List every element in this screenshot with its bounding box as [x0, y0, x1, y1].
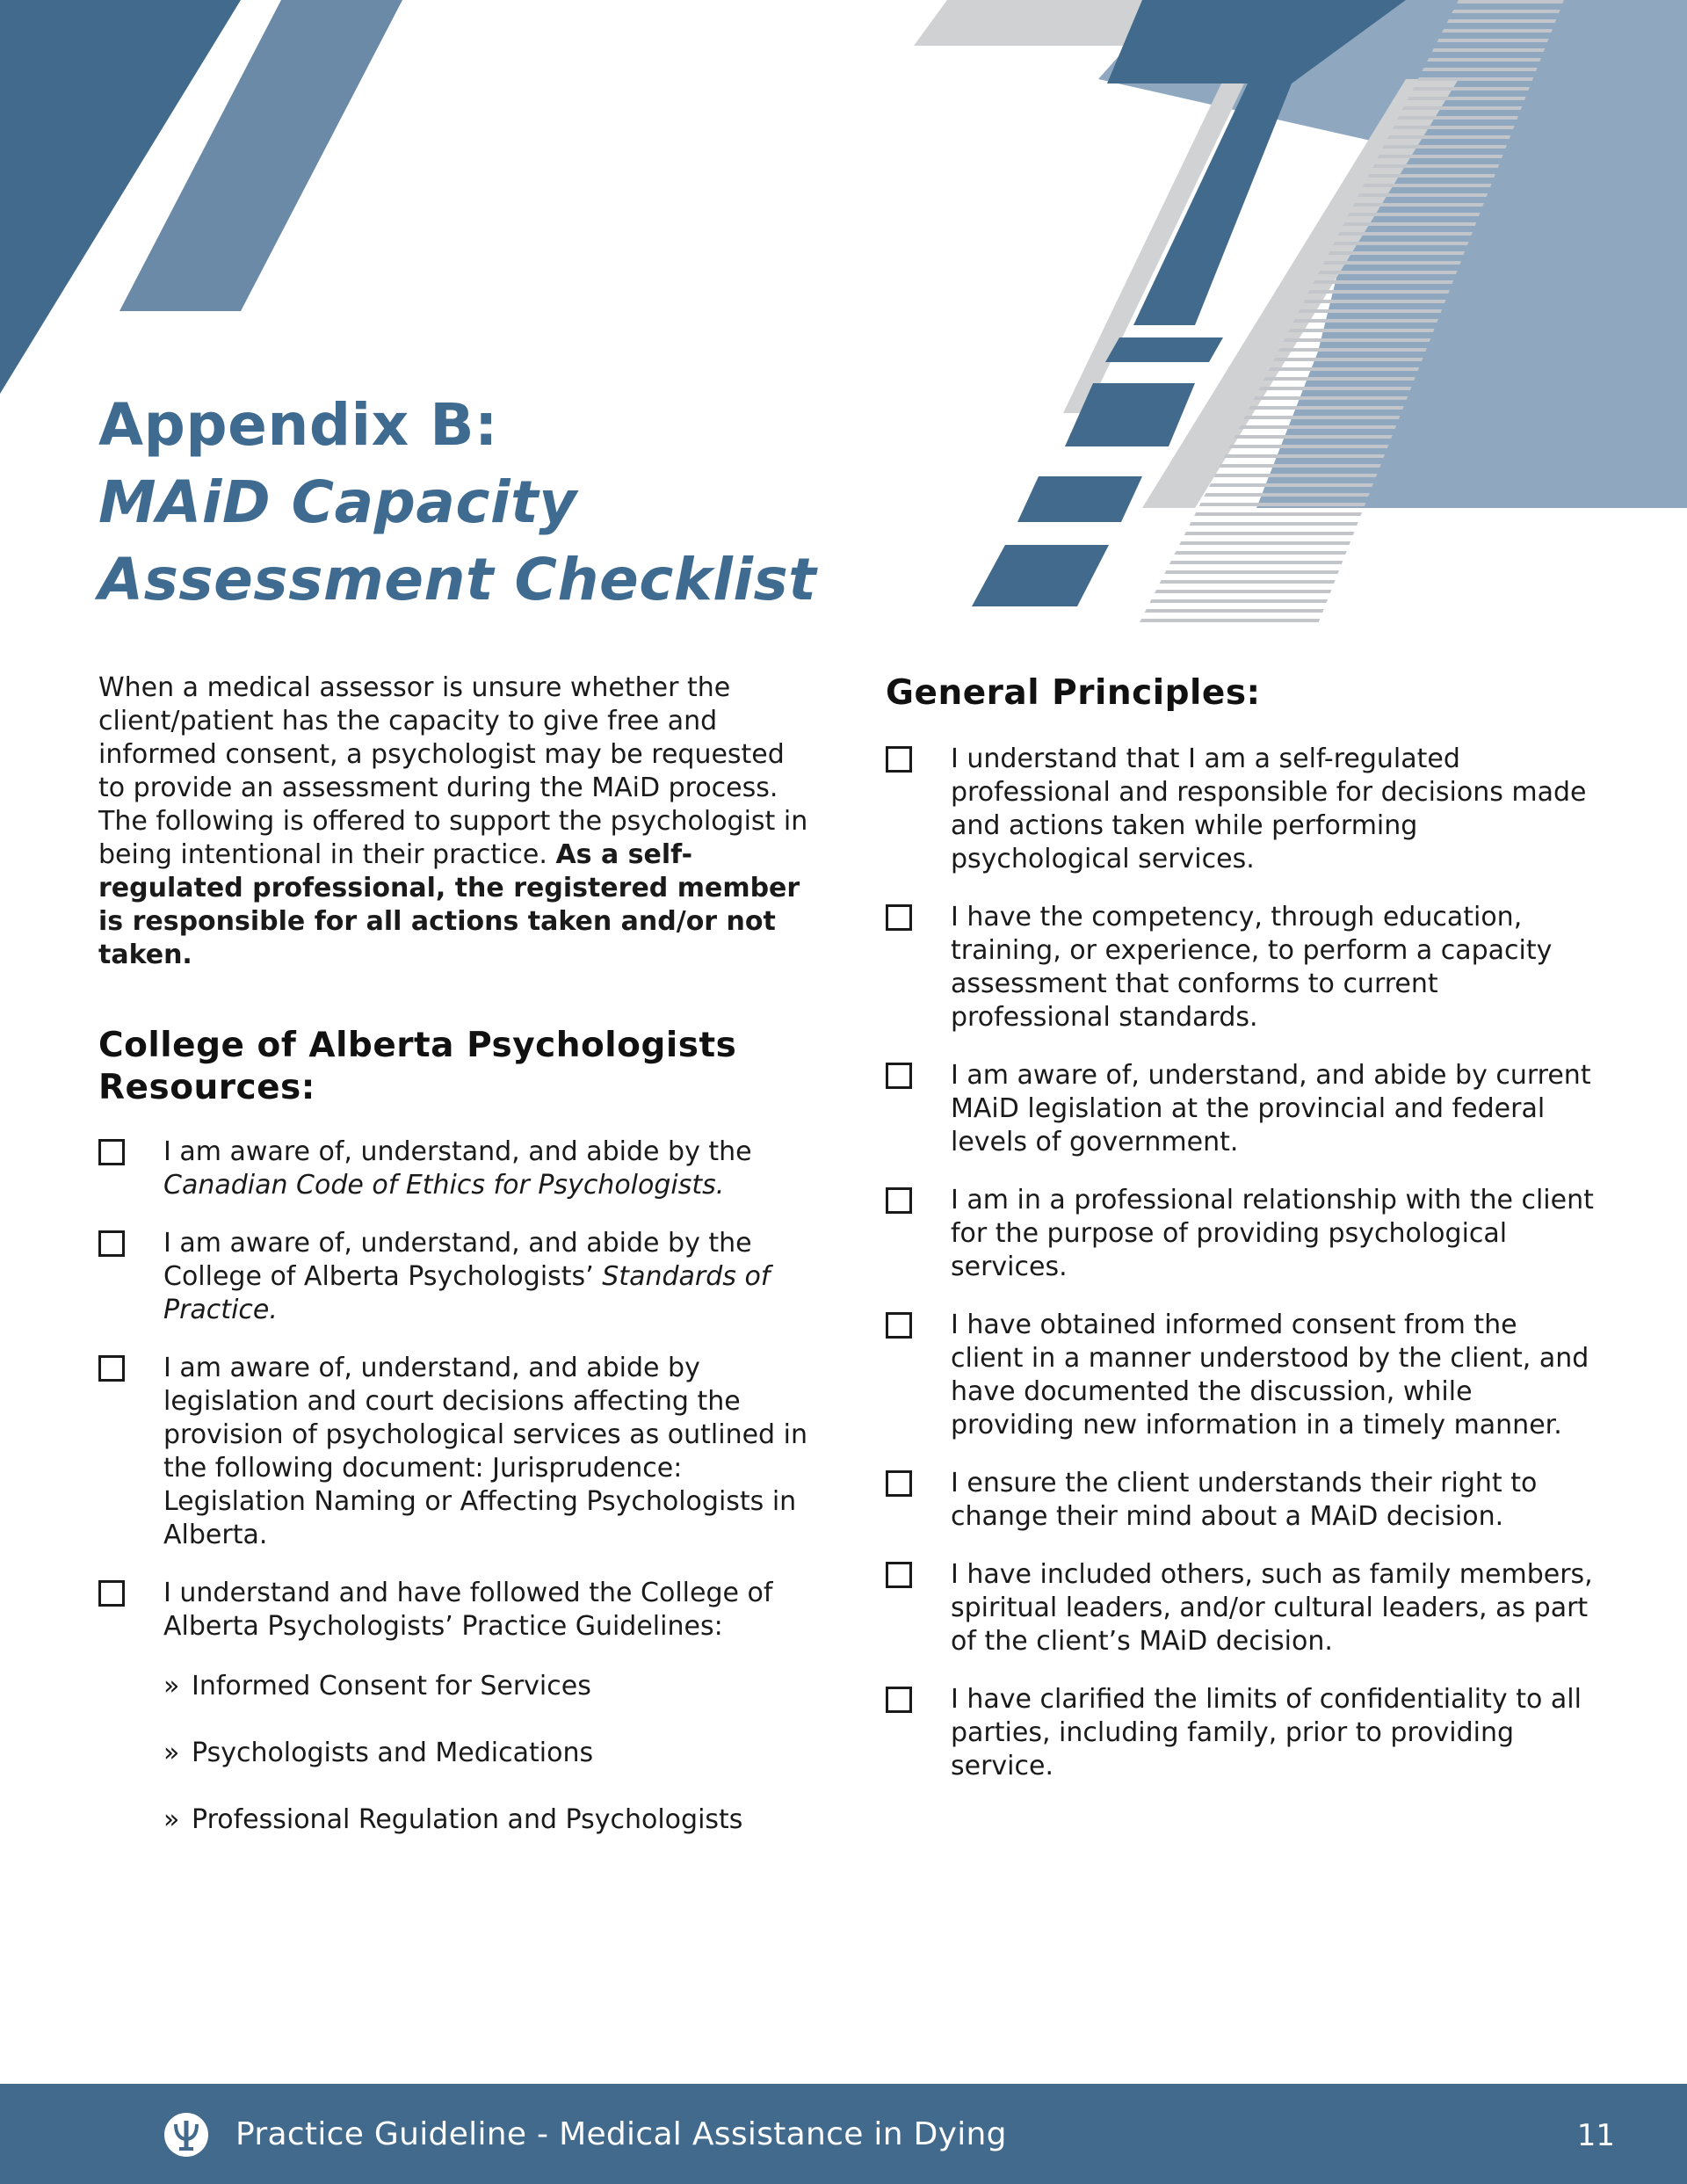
principle-text-1: I understand that I am a self-regulated professional and responsible for decisions made and actions taken while performing psychological services. — [951, 744, 1587, 874]
guideline-label-2: Psychologists and Medications — [192, 1738, 594, 1768]
principle-text-5: I have obtained informed consent from the client in a manner understood by the client, and have documented the discussion, while providing new information in a timely manner. — [951, 1310, 1589, 1440]
principle-item-1 — [886, 743, 1597, 876]
intro-text: When a medical assessor is unsure whether the client/patient has the capacity to give free and informed consent, a psychologist may be requested to provide an assessment during the MAiD process. The following is offered to support the psychologist in being intentional in their practice. — [98, 672, 808, 870]
resource-item-1-text — [163, 1136, 810, 1202]
intro-bold: As a self-regulated professional, the registered member is responsible for all actions taken and/or not taken. — [98, 839, 800, 970]
guideline-item-2 — [163, 1737, 810, 1770]
principle-item-4 — [886, 1184, 1597, 1284]
principle-item-2 — [886, 901, 1597, 1034]
checkbox-principle-3[interactable] — [886, 1063, 912, 1089]
resource-item-2-pre: I am aware of, understand, and abide by the College of Alberta Psychologists’ — [163, 1228, 752, 1292]
resource-item-2-italic: Standards of Practice. — [163, 1261, 771, 1325]
checkbox-principle-1[interactable] — [886, 746, 912, 773]
principle-item-6 — [886, 1467, 1597, 1534]
resource-item-3 — [98, 1352, 810, 1552]
checkbox-resource-4[interactable] — [98, 1580, 125, 1607]
principle-text-6: I ensure the client understands their right to change their mind about a MAiD decision. — [951, 1468, 1538, 1532]
checkbox-principle-8[interactable] — [886, 1687, 912, 1713]
principle-text-7: I have included others, such as family members, spiritual leaders, and/or cultural leaders, as part of the client’s MAiD decision. — [951, 1559, 1593, 1657]
resource-item-3-text — [163, 1352, 810, 1552]
bullet-marker: » — [163, 1804, 180, 1835]
dark-block-3 — [1017, 476, 1142, 522]
bullet-marker: » — [163, 1738, 180, 1768]
title-line-3: Assessment Checklist — [98, 546, 817, 613]
title-line-1: Appendix B: — [98, 391, 498, 459]
resource-item-4 — [98, 1577, 810, 1643]
page-footer — [0, 2084, 1687, 2184]
resource-item-1-pre: I am aware of, understand, and abide by the — [163, 1136, 752, 1167]
principle-text-2: I have the competency, through education, training, or experience, to perform a capacity assessment that conforms to current professional standards. — [951, 902, 1553, 1033]
guideline-item-3 — [163, 1803, 810, 1837]
resource-item-3-pre: I am aware of, understand, and abide by legislation and court decisions affecting the provision of psychological services as outlined in the following document: Jurisprudence: Legislation Naming or Affecting Psychologists in Alberta. — [163, 1353, 807, 1550]
page-number: 11 — [1576, 2118, 1615, 2153]
checkbox-resource-1[interactable] — [98, 1139, 125, 1165]
right-column — [886, 672, 1597, 1808]
principle-text-3: I am aware of, understand, and abide by current MAiD legislation at the provincial and federal levels of government. — [951, 1060, 1591, 1157]
dark-block-1 — [1105, 337, 1223, 362]
guidelines-list — [163, 1670, 810, 1837]
resource-item-2 — [98, 1227, 810, 1327]
title-line-2: MAiD Capacity — [98, 468, 577, 536]
checkbox-principle-4[interactable] — [886, 1187, 912, 1214]
principle-item-7 — [886, 1558, 1597, 1658]
checkbox-principle-6[interactable] — [886, 1470, 912, 1497]
resource-item-1 — [98, 1136, 810, 1202]
guideline-item-1 — [163, 1670, 810, 1703]
resource-item-4-text — [163, 1577, 810, 1643]
bullet-marker: » — [163, 1671, 180, 1701]
guideline-label-1: Informed Consent for Services — [192, 1671, 591, 1701]
principles-heading: General Principles: — [886, 673, 1261, 713]
page-title — [98, 387, 816, 619]
principle-text-4: I am in a professional relationship with the client for the purpose of providing psychological services. — [951, 1185, 1594, 1282]
checkbox-principle-2[interactable] — [886, 904, 912, 931]
checkbox-resource-3[interactable] — [98, 1355, 125, 1382]
intro-paragraph — [98, 671, 810, 972]
principle-item-8 — [886, 1683, 1597, 1783]
principle-text-8: I have clarified the limits of confidentiality to all parties, including family, prior to providing service. — [951, 1684, 1582, 1781]
principle-item-5 — [886, 1309, 1597, 1442]
psi-logo-icon — [163, 2112, 209, 2158]
dark-block-4 — [972, 545, 1109, 606]
resource-item-1-italic: Canadian Code of Ethics for Psychologists. — [163, 1170, 725, 1201]
left-column — [98, 671, 810, 1870]
checkbox-principle-5[interactable] — [886, 1312, 912, 1339]
resource-item-2-text — [163, 1227, 810, 1327]
footer-title: Practice Guideline - Medical Assistance in Dying — [235, 2116, 1007, 2152]
guideline-label-3: Professional Regulation and Psychologists — [192, 1804, 743, 1835]
principle-item-3 — [886, 1059, 1597, 1159]
checkbox-resource-2[interactable] — [98, 1230, 125, 1257]
checkbox-principle-7[interactable] — [886, 1562, 912, 1588]
resource-item-4-pre: I understand and have followed the College of Alberta Psychologists’ Practice Guidelines: — [163, 1578, 773, 1642]
resources-heading: College of Alberta Psychologists Resources: — [98, 1026, 737, 1107]
top-gray-band — [914, 0, 1158, 46]
